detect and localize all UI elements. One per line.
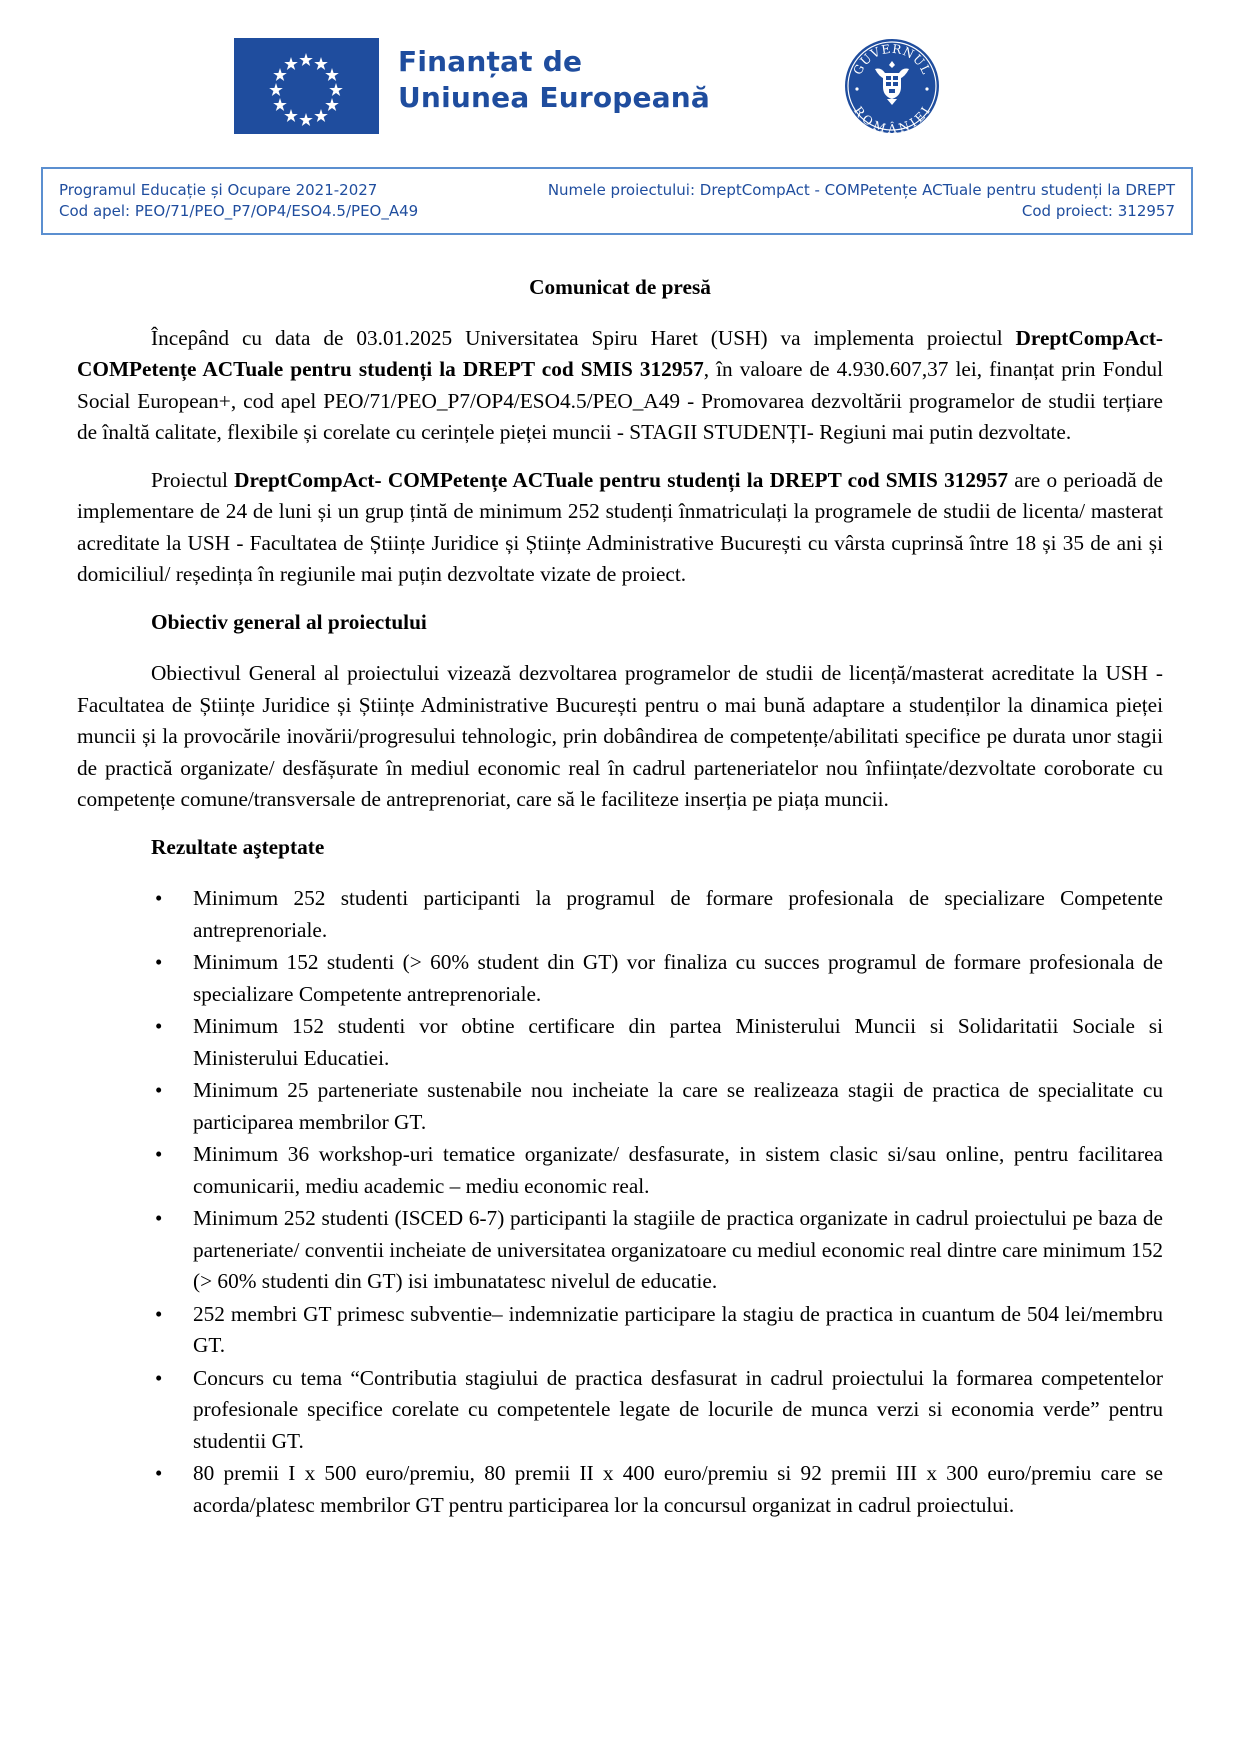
bullet-icon: •: [155, 1461, 163, 1485]
project-code: Cod proiect: 312957: [1021, 202, 1175, 220]
bullet-icon: •: [155, 886, 163, 910]
press-release-body: [77, 272, 1163, 1522]
bullet-icon: •: [155, 1078, 163, 1102]
bullet-icon: •: [155, 1301, 163, 1326]
project-info-box: [41, 167, 1193, 235]
list-item: • 80 premii I x 500 euro/premiu, 80 premii II x 400 euro/premiu si 92 premii III x 300 euro/premiu care se acorda/platesc membrilor GT pentru participarea lor la concursul organizat in cadrul proiectului.: [77, 1458, 1163, 1521]
program-info: [59, 180, 418, 222]
objective-paragraph: Obiectivul General al proiectului vizează dezvoltarea programelor de studii de licență/masterat acreditate la USH - Facultatea de Științe Juridice și Științe Administrative București pentru o mai bună adaptare a studenților la dinamica pieței muncii și la provocările inovării/progresului tehnologic, prin dobândirea de competențe/abilitati specifice pe durata unor stagii de practică organizate/ desfășurate în mediul economic real în cadrul parteneriatelor nou înființate/dezvoltate coroborate cu competențe comune/transversale de antreprenoriat, care să le faciliteze inserția pe piața muncii.: [77, 661, 1163, 811]
list-item: • Minimum 152 studenti (> 60% student din GT) vor finaliza cu succes programul de formare profesionala de specializare Competente antreprenoriale.: [77, 947, 1163, 1010]
list-item: • Minimum 252 studenti (ISCED 6-7) participanti la stagiile de practica organizate in cadrul proiectului pe baza de parteneriate/ conventii incheiate de universitatea organizatoare cu mediul economic real dintre care minimum 152 (> 60% studenti din GT) isi imbunatatesc nivelul de educatie.: [77, 1203, 1163, 1298]
eu-flag-icon: [234, 38, 379, 134]
call-code: Cod apel: PEO/71/PEO_P7/OP4/ESO4.5/PEO_A49: [59, 202, 419, 220]
results-heading: Rezultate aşteptate: [151, 834, 325, 859]
eu-funding-line1: Finanțat de: [398, 45, 583, 78]
bullet-icon: •: [155, 950, 163, 974]
description-text-pre: Proiectul: [151, 467, 235, 492]
bullet-icon: •: [155, 1365, 163, 1390]
expected-results-list: [77, 883, 1163, 1521]
project-name: Numele proiectului: DreptCompAct - COMPetențe ACTuale pentru studenți la DREPT: [547, 181, 1175, 199]
svg-text:GUVERNUL: GUVERNUL: [850, 41, 934, 78]
project-name-bold: DreptCompAct- COMPetențe ACTuale pentru studenți la DREPT cod SMIS 312957: [77, 325, 1163, 381]
bullet-icon: •: [155, 1014, 163, 1038]
guvernul-romaniei-seal-icon: [843, 37, 941, 135]
eu-funding-line2: Uniunea Europeană: [398, 81, 711, 114]
program-name: Programul Educație și Ocupare 2021-2027: [59, 181, 378, 199]
project-name-bold: DreptCompAct- COMPetențe ACTuale pentru studenți la DREPT cod SMIS 312957: [234, 467, 1009, 492]
objective-heading: Obiectiv general al proiectului: [151, 609, 427, 634]
svg-text:ROMÂNIEI: ROMÂNIEI: [850, 103, 934, 135]
list-item: • Minimum 25 parteneriate sustenabile nou incheiate la care se realizeaza stagii de practica de specialitate cu participarea membrilor GT.: [77, 1075, 1163, 1138]
project-info: [548, 180, 1175, 222]
description-text-post: are o perioadă de implementare de 24 de luni și un grup țintă de minimum 252 studenți înmatriculați la programele de studii de licenta/ masterat acreditate la USH - Facultatea de Științe Juridice și Științe Administrative București cu vârsta cuprinsă între 18 și 35 de ani și domiciliul/ reședința în regiunile mai puțin dezvoltate vizate de proiect.: [77, 467, 1164, 586]
list-item: • Minimum 36 workshop-uri tematice organizate/ desfasurate, in sistem clasic si/sau online, pentru facilitarea comunicarii, mediu academic – mediu economic real.: [77, 1139, 1163, 1202]
list-item: • Concurs cu tema “Contributia stagiului de practica desfasurat in cadrul proiectului la formarea competentelor profesionale specifice corelate cu competentele legate de locurile de munca verzi si economia verde” pentru studentii GT.: [77, 1363, 1163, 1458]
intro-paragraph: [77, 323, 1163, 449]
bullet-icon: •: [155, 1206, 163, 1230]
list-item: • Minimum 152 studenti vor obtine certificare din partea Ministerului Muncii si Solidaritatii Sociale si Ministerului Educatiei.: [77, 1011, 1163, 1074]
intro-text-post: , în valoare de 4.930.607,37 lei, finanțat prin Fondul Social European+, cod apel PEO/71/PEO_P7/OP4/ESO4.5/PEO_A49 - Promovarea dezvoltării programelor de studii terțiare de înaltă calitate, flexibile și corelate cu cerințele pieței muncii - STAGII STUDENȚI- Regiuni mai putin dezvoltate.: [77, 357, 1163, 444]
eu-funding-label: [398, 44, 710, 116]
list-item: • Minimum 252 studenti participanti la programul de formare profesionala de specializare Competente antreprenoriale.: [77, 883, 1163, 946]
document-title: Comunicat de presă: [529, 275, 711, 299]
list-item: • 252 membri GT primesc subventie– indemnizatie participare la stagiu de practica in cuantum de 504 lei/membru GT.: [77, 1299, 1163, 1362]
project-description-paragraph: [77, 465, 1163, 591]
intro-text-pre: Începând cu data de 03.01.2025 Universitatea Spiru Haret (USH) va implementa proiectul: [151, 325, 1016, 350]
bullet-icon: •: [155, 1142, 163, 1166]
